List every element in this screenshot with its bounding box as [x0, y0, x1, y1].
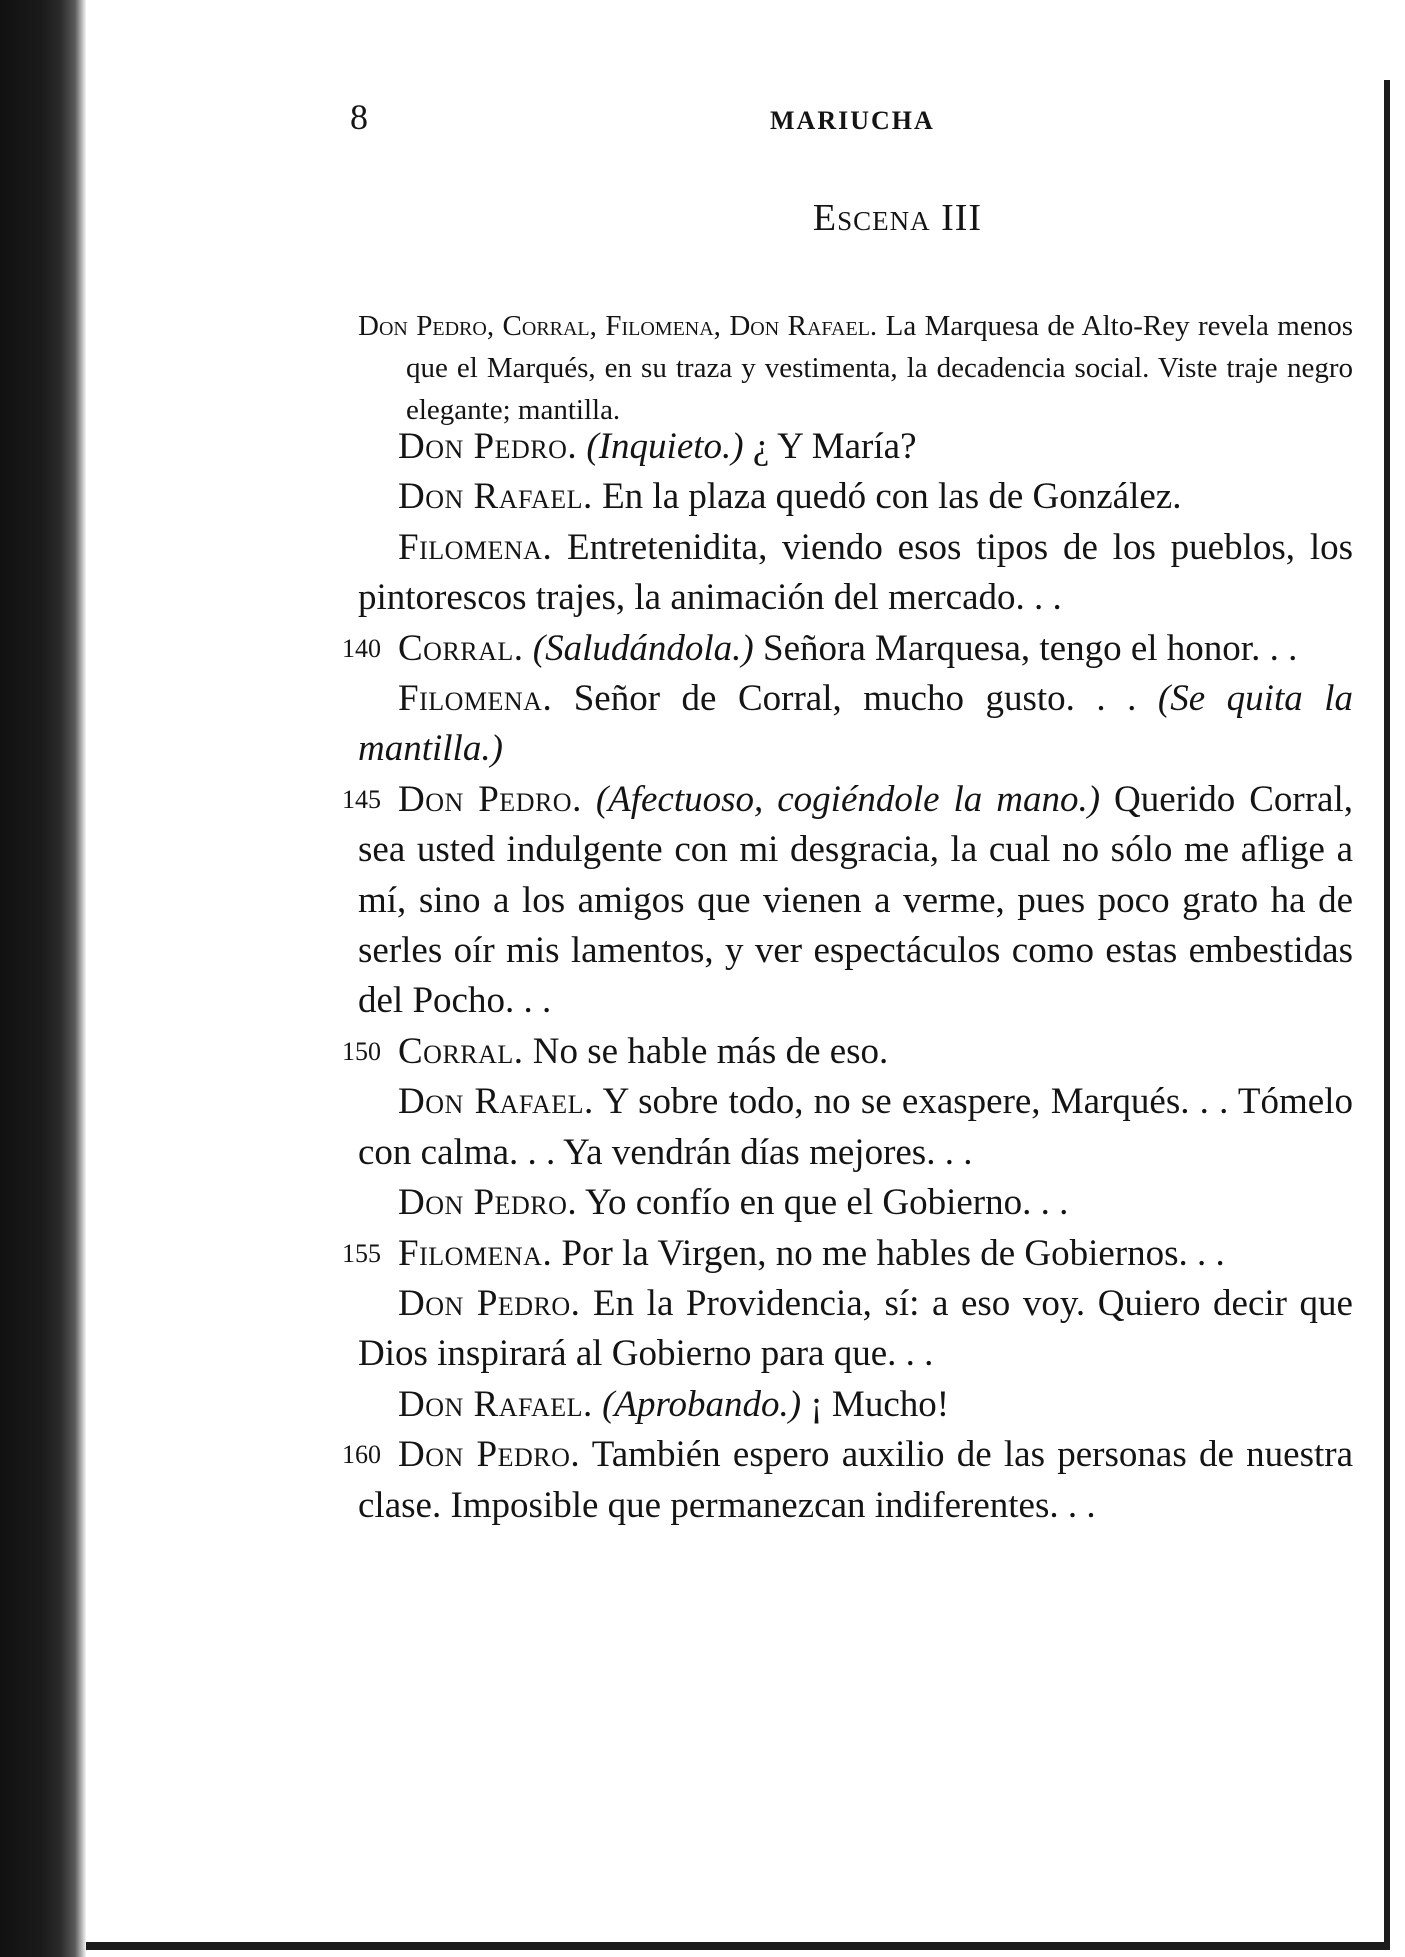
speaker-name: Filomena.	[398, 526, 553, 568]
speech-text: Por la Virgen, no me hables de Gobiernos. . .	[561, 1232, 1225, 1274]
speaker-name: Corral.	[398, 1030, 524, 1072]
speech	[358, 1279, 1353, 1380]
scene-title: Escena III	[812, 197, 983, 239]
running-title: MARIUCHA	[770, 106, 935, 135]
speaker-name: Don Pedro.	[398, 426, 578, 467]
scan-edge-bottom	[86, 1942, 1390, 1950]
speech-text: Querido Corral, sea usted indulgente con mi desgracia, la cual no sólo me aflige a mí, sino a los amigos que vienen a verme, pues poco grato ha de serles oír mis lamentos, y ver espectáculos como estas embestidas del Pocho. . .	[358, 778, 1354, 1022]
speech-text: En la Providencia, sí: a eso voy. Quiero decir que Dios inspirará al Gobierno para que. . .	[358, 1282, 1353, 1375]
speaker-name: Don Pedro.	[398, 1282, 581, 1324]
speech	[358, 472, 1353, 522]
stage-direction-characters: Don Pedro, Corral, Filomena, Don Rafael.	[358, 310, 878, 342]
speech	[358, 1027, 1353, 1077]
line-number: 145	[342, 784, 381, 814]
speaker-name: Don Pedro.	[398, 1182, 578, 1224]
speaker-name: Don Pedro.	[398, 778, 582, 820]
speech-text: Señora Marquesa, tengo el honor. . .	[763, 627, 1298, 669]
speaker-name: Don Rafael.	[398, 476, 593, 518]
running-head	[350, 96, 1340, 146]
speech	[358, 1178, 1353, 1228]
speech-text: Y sobre todo, no se exaspere, Marqués. . . Tómelo con calma. . . Ya vendrán días mejores. . .	[358, 1081, 1353, 1173]
speech	[342, 1229, 1353, 1279]
stage-direction-text: La Marquesa de Alto-Rey revela menos que el Marqués, en su traza y vestimenta, la decadencia social. Viste traje negro elegante; mantilla.	[406, 310, 1353, 426]
page-number: 8	[350, 97, 368, 137]
speech-text: También espero auxilio de las personas de nuestra clase. Imposible que permanezcan indiferentes. . .	[358, 1434, 1353, 1526]
line-number: 150	[342, 1036, 381, 1066]
dialogue	[342, 422, 1354, 1531]
stage-direction-inline: (Se quita la mantilla.)	[358, 678, 1354, 770]
stage-direction-inline: (Aprobando.)	[602, 1383, 802, 1425]
speech-text: Entretenidita, viendo esos tipos de los pueblos, los pintorescos trajes, la animación del mercado. . .	[358, 526, 1353, 619]
speech-text: Señor de Corral, mucho gusto. . .	[573, 678, 1137, 720]
speech-text: ¿ Y María?	[752, 426, 917, 467]
speech-text: No se hable más de eso.	[532, 1030, 889, 1072]
speech	[358, 1077, 1353, 1178]
speaker-name: Corral.	[398, 627, 524, 669]
speech	[358, 624, 1353, 674]
stage-direction-inline: (Saludándola.)	[532, 627, 754, 669]
speaker-name: Don Rafael.	[398, 1081, 594, 1123]
stage-direction	[358, 305, 1353, 431]
speech-text: En la plaza quedó con las de González.	[602, 476, 1182, 518]
scan-edge-right	[1384, 80, 1390, 1950]
stage-direction-inline: (Afectuoso, cogiéndole la mano.)	[595, 778, 1101, 820]
speech-text: ¡ Mucho!	[810, 1383, 950, 1425]
speech	[342, 1430, 1353, 1531]
speech	[358, 422, 1353, 472]
speech	[358, 1380, 1353, 1430]
stage-direction-inline: (Inquieto.)	[586, 426, 744, 467]
speech	[358, 674, 1353, 775]
speaker-name: Filomena.	[398, 1232, 553, 1274]
speaker-name: Filomena.	[398, 678, 553, 720]
speech-text: Yo confío en que el Gobierno. . .	[585, 1182, 1069, 1224]
line-number: 140	[342, 633, 381, 663]
line-number: 160	[342, 1440, 381, 1470]
line-number: 155	[342, 1238, 381, 1268]
speaker-name: Don Rafael.	[398, 1383, 593, 1425]
speaker-name: Don Pedro.	[398, 1434, 581, 1476]
scan-edge-left	[0, 0, 86, 1957]
